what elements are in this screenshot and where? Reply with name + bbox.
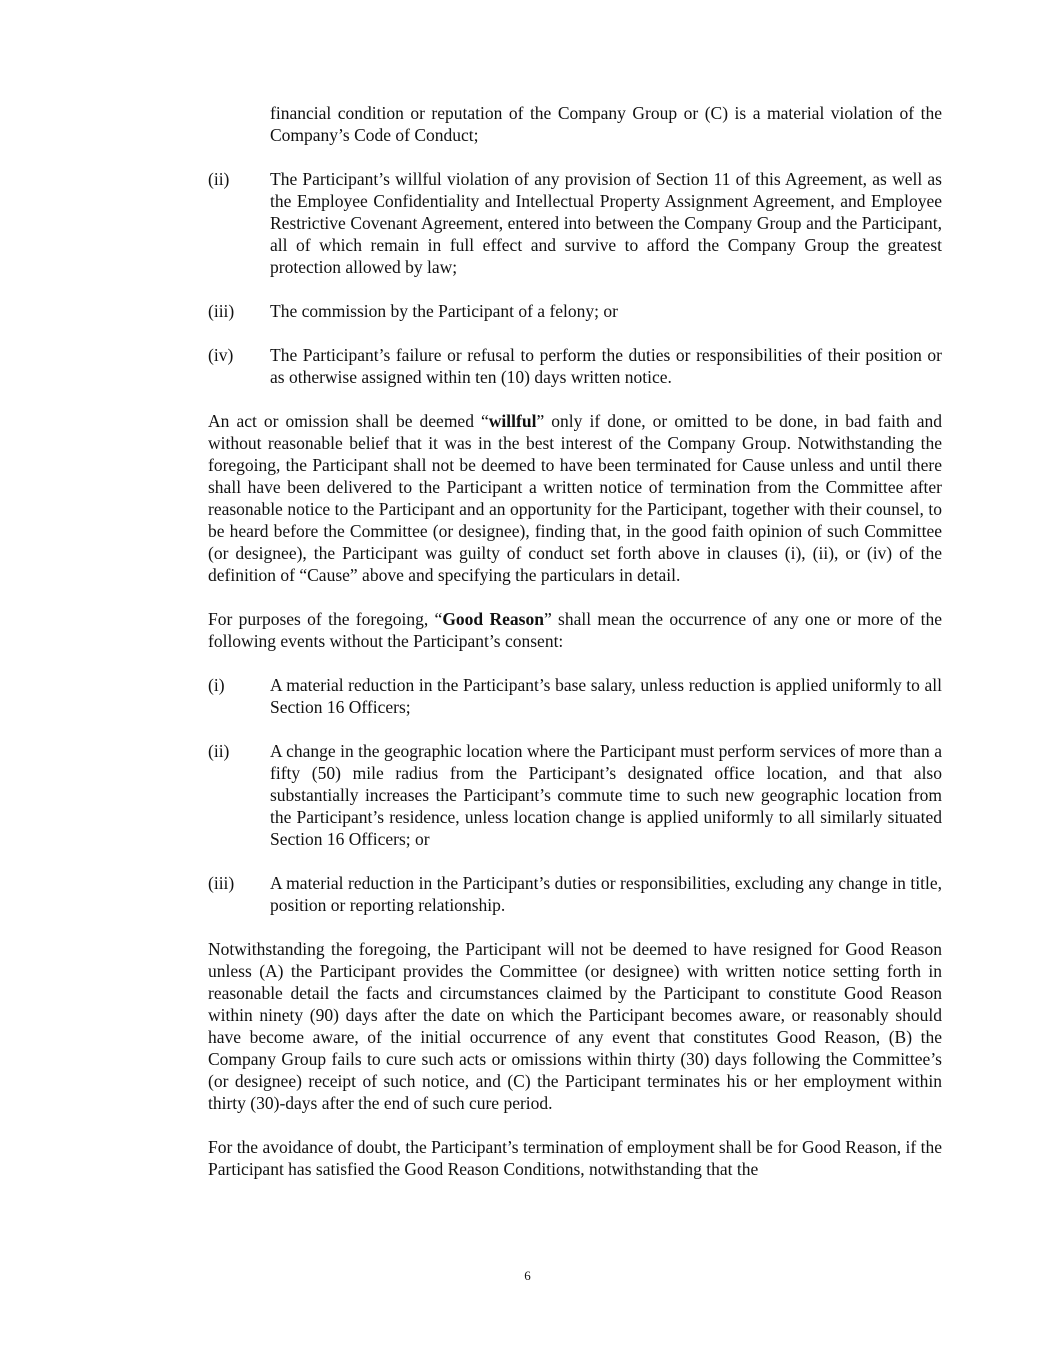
item-number: (iii)	[208, 873, 235, 893]
good-reason-item-ii	[208, 740, 942, 850]
willful-paragraph	[208, 410, 942, 586]
item-text: A material reduction in the Participant’s base salary, unless reduction is applied uniformly to all Section 16 Officers;	[270, 675, 942, 717]
item-number: (ii)	[208, 741, 230, 761]
cause-item-iii	[208, 300, 942, 322]
text-run: ” shall mean the occurrence of any one or more of the following events without the Participant’s consent:	[208, 609, 942, 651]
item-number: (ii)	[208, 169, 230, 189]
good-reason-item-iii	[208, 872, 942, 916]
item-text: A material reduction in the Participant’s duties or responsibilities, excluding any change in title, position or reporting relationship.	[270, 873, 942, 915]
item-text: The commission by the Participant of a felony; or	[270, 301, 618, 321]
document-page	[208, 102, 942, 1180]
cause-item-ii	[208, 168, 942, 278]
item-number: (iv)	[208, 345, 234, 365]
defined-term-good-reason: Good Reason	[442, 609, 544, 629]
text-run: ” only if done, or omitted to be done, in bad faith and without reasonable belief that it was in the best interest of the Company Group. Notwithstanding the foregoing, the Participant shall not be deemed to have been terminated for Cause unless and until there shall have been delivered to the Participant a written notice of termination from the Committee after reasonable notice to the Participant and an opportunity for the Participant, together with their counsel, to be heard before the Committee (or designee), finding that, in the good faith opinion of such Committee (or designee), the Participant was guilty of conduct set forth above in clauses (i), (ii), or (iv) of the definition of “Cause” above and specifying the particulars in detail.	[208, 411, 942, 585]
item-number: (iii)	[208, 301, 235, 321]
cause-item-iv	[208, 344, 942, 388]
item-text: The Participant’s willful violation of any provision of Section 11 of this Agreement, as well as the Employee Confidentiality and Intellectual Property Assignment Agreement, and Employee Restrictive Covenant Agreement, entered into between the Company Group and the Participant, all of which remain in full effect and survive to afford the Company Group the greatest protection allowed by law;	[270, 169, 942, 277]
text-run: An act or omission shall be deemed “	[208, 411, 489, 431]
good-reason-item-i	[208, 674, 942, 718]
continuation-paragraph: financial condition or reputation of the Company Group or (C) is a material violation of the Company’s Code of Conduct;	[270, 103, 942, 145]
page-number: 6	[524, 1268, 531, 1283]
good-reason-paragraph	[208, 608, 942, 652]
item-text: The Participant’s failure or refusal to perform the duties or responsibilities of their position or as otherwise assigned within ten (10) days written notice.	[270, 345, 942, 387]
defined-term-willful: willful	[488, 411, 537, 431]
item-number: (i)	[208, 675, 225, 695]
item-text: A change in the geographic location where the Participant must perform services of more than a fifty (50) mile radius from the Participant’s designated office location, and that also substantially increases the Participant’s commute time to such new geographic location from the Participant’s residence, unless location change is applied uniformly to all similarly situated Section 16 Officers; or	[270, 741, 942, 849]
avoidance-paragraph: For the avoidance of doubt, the Participant’s termination of employment shall be for Good Reason, if the Participant has satisfied the Good Reason Conditions, notwithstanding that the	[208, 1137, 942, 1179]
text-run: For purposes of the foregoing, “	[208, 609, 443, 629]
notwithstanding-paragraph: Notwithstanding the foregoing, the Participant will not be deemed to have resigned for Good Reason unless (A) the Participant provides the Committee (or designee) with written notice setting forth in reasonable detail the facts and circumstances claimed by the Participant to constitute Good Reason within ninety (90) days after the date on which the Participant becomes aware, or reasonably should have become aware, of the initial occurrence of any event that constitutes Good Reason, (B) the Company Group fails to cure such acts or omissions within thirty (30) days following the Committee’s (or designee) receipt of such notice, and (C) the Participant terminates his or her employment within thirty (30)-days after the end of such cure period.	[208, 939, 942, 1113]
